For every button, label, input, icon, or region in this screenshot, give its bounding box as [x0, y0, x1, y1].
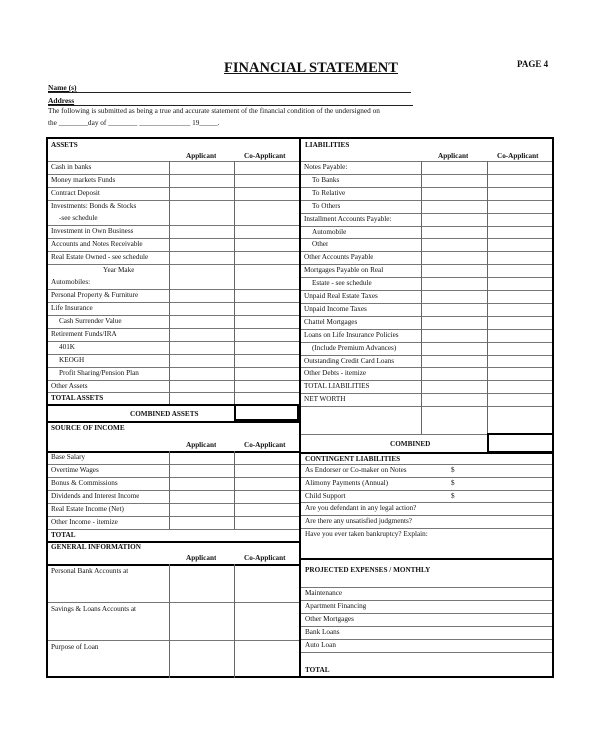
- asset-row-label: Other Assets: [51, 382, 88, 390]
- assets-co-applicant-header: Co-Applicant: [244, 152, 286, 160]
- liability-row-label: To Relative: [312, 188, 346, 197]
- income-row-label: Real Estate Income (Net): [51, 505, 124, 513]
- liability-applicant-input[interactable]: [422, 303, 487, 316]
- document-title: FINANCIAL STATEMENT: [224, 60, 398, 76]
- liability-applicant-input[interactable]: [422, 264, 487, 277]
- row-divider: [301, 558, 552, 560]
- liabilities-co-applicant-header: Co-Applicant: [497, 152, 539, 160]
- liability-co-applicant-input[interactable]: [488, 213, 552, 226]
- liabilities-applicant-header: Applicant: [438, 152, 469, 160]
- income-applicant-input[interactable]: [170, 477, 234, 490]
- liabilities-heading: LIABILITIES: [305, 141, 350, 149]
- asset-row-label: KEOGH: [59, 356, 85, 364]
- asset-row-label: Automobiles:: [51, 278, 91, 286]
- asset-applicant-input[interactable]: [170, 341, 234, 354]
- asset-co-applicant-input[interactable]: [235, 367, 299, 380]
- liability-co-applicant-input[interactable]: [488, 342, 552, 355]
- row-divider: [301, 639, 552, 640]
- asset-row-label: Personal Property & Furniture: [51, 291, 139, 299]
- row-divider: [301, 600, 552, 601]
- currency-symbol: $: [451, 491, 455, 500]
- asset-co-applicant-input[interactable]: [235, 341, 299, 354]
- row-divider: [301, 406, 552, 407]
- income-co-applicant-input[interactable]: [235, 516, 299, 529]
- row-divider: [48, 421, 299, 423]
- page-number: PAGE 4: [517, 59, 549, 69]
- general-applicant-input[interactable]: [170, 602, 234, 640]
- column-divider: [299, 137, 301, 678]
- column-divider: [234, 161, 235, 404]
- asset-co-applicant-input[interactable]: [235, 251, 299, 264]
- asset-co-applicant-input[interactable]: [235, 315, 299, 328]
- column-divider: [421, 161, 422, 434]
- income-applicant-input[interactable]: [170, 516, 234, 529]
- liability-applicant-input[interactable]: [422, 355, 487, 368]
- asset-applicant-input[interactable]: [170, 354, 234, 367]
- asset-applicant-input[interactable]: [170, 174, 234, 187]
- liability-co-applicant-input[interactable]: [488, 238, 552, 251]
- liability-co-applicant-input[interactable]: [488, 367, 552, 380]
- general-co-applicant-input[interactable]: [235, 564, 299, 602]
- liability-row-label: Estate - see schedule: [312, 279, 372, 288]
- asset-row-label: Contract Deposit: [51, 189, 100, 197]
- expense-row-label: Maintenance: [305, 589, 343, 597]
- income-total-label: TOTAL: [51, 531, 76, 539]
- row-divider: [301, 502, 552, 503]
- liability-applicant-input[interactable]: [422, 329, 487, 342]
- asset-row-label: Real Estate Owned - see schedule: [51, 253, 149, 261]
- liability-applicant-input[interactable]: [422, 161, 487, 174]
- income-applicant-input[interactable]: [170, 503, 234, 516]
- contingent-row-label: Are you defendant in any legal action?: [305, 504, 417, 513]
- liability-applicant-input[interactable]: [422, 238, 487, 251]
- contingent-row-label: Child Support: [305, 491, 346, 500]
- column-divider: [234, 564, 235, 678]
- liability-row-label: To Banks: [312, 175, 340, 184]
- liability-applicant-input[interactable]: [422, 342, 487, 355]
- general-info-row-label: Savings & Loans Accounts at: [51, 605, 137, 613]
- asset-row-label: Retirement Funds/IRA: [51, 330, 117, 338]
- liability-row-label: TOTAL LIABILITIES: [304, 382, 370, 391]
- liability-applicant-input[interactable]: [422, 174, 487, 187]
- liability-row-label: Other Debts - itemize: [304, 369, 367, 378]
- total-assets-co-applicant-input[interactable]: [235, 392, 299, 404]
- asset-applicant-input[interactable]: [170, 328, 234, 341]
- contingent-row-label: Alimony Payments (Annual): [305, 478, 389, 487]
- liability-co-applicant-input[interactable]: [488, 355, 552, 368]
- liability-applicant-input[interactable]: [422, 200, 487, 213]
- row-divider: [48, 529, 299, 530]
- liability-row-label: Other Accounts Payable: [304, 253, 374, 262]
- liability-co-applicant-input[interactable]: [488, 329, 552, 342]
- liability-row-label: Notes Payable:: [304, 163, 348, 171]
- liability-row-label: Mortgages Payable on Real: [304, 266, 384, 275]
- asset-applicant-input[interactable]: [170, 315, 234, 328]
- liability-applicant-input[interactable]: [422, 380, 487, 393]
- liability-co-applicant-input[interactable]: [488, 277, 552, 290]
- expenses-heading: PROJECTED EXPENSES / MONTHLY: [305, 566, 431, 574]
- general-info-row-label: Personal Bank Accounts at: [51, 567, 129, 575]
- assets-applicant-header: Applicant: [186, 152, 217, 160]
- asset-applicant-input[interactable]: [170, 380, 234, 392]
- asset-row-label: Cash in banks: [51, 163, 92, 171]
- total-assets-label: TOTAL ASSETS: [51, 394, 104, 402]
- asset-row-label: Cash Surrender Value: [59, 317, 122, 325]
- contingent-heading: CONTINGENT LIABILITIES: [305, 455, 401, 463]
- general-co-applicant-input[interactable]: [235, 602, 299, 640]
- liability-applicant-input[interactable]: [422, 277, 487, 290]
- liability-applicant-input[interactable]: [422, 213, 487, 226]
- asset-applicant-input[interactable]: [170, 367, 234, 380]
- asset-co-applicant-input[interactable]: [235, 354, 299, 367]
- expense-row-label: Bank Loans: [305, 628, 340, 636]
- liability-applicant-input[interactable]: [422, 187, 487, 200]
- liability-row-label: Loans on Life Insurance Policies: [304, 330, 399, 339]
- asset-applicant-input[interactable]: [170, 238, 234, 251]
- liability-applicant-input[interactable]: [422, 290, 487, 303]
- liability-co-applicant-input[interactable]: [488, 251, 552, 264]
- combined-liabilities-input[interactable]: [487, 433, 554, 453]
- liability-row-label: (Include Premium Advances): [312, 343, 397, 352]
- asset-row-label: Year Make: [103, 266, 135, 274]
- expense-row-label: Auto Loan: [305, 641, 336, 649]
- income-row-label: Bonus & Commissions: [51, 479, 118, 487]
- bankruptcy-explain-input[interactable]: [301, 528, 552, 558]
- intro-statement: The following is submitted as being a true and accurate statement of the financial condition of the undersigned on: [48, 106, 380, 115]
- income-applicant-input[interactable]: [170, 451, 234, 464]
- asset-applicant-input[interactable]: [170, 289, 234, 302]
- general-applicant-header: Applicant: [186, 554, 217, 562]
- column-divider: [169, 564, 170, 678]
- asset-co-applicant-input[interactable]: [235, 200, 299, 225]
- currency-symbol: $: [451, 478, 455, 487]
- expense-row-label: Other Mortgages: [305, 615, 354, 623]
- asset-row-label: Money markets Funds: [51, 176, 116, 184]
- total-assets-applicant-input[interactable]: [170, 392, 234, 404]
- asset-row-label: 401K: [59, 343, 75, 351]
- liability-row-label: Unpaid Real Estate Taxes: [304, 292, 378, 300]
- asset-row-label: -see schedule: [59, 214, 98, 222]
- liability-applicant-input[interactable]: [422, 393, 487, 406]
- income-co-applicant-input[interactable]: [235, 464, 299, 477]
- general-info-heading: GENERAL INFORMATION: [51, 543, 141, 551]
- combined-assets-input[interactable]: [234, 404, 299, 421]
- general-co-applicant-input[interactable]: [235, 640, 299, 678]
- liability-applicant-input[interactable]: [422, 367, 487, 380]
- column-divider: [234, 451, 235, 529]
- general-co-applicant-header: Co-Applicant: [244, 554, 286, 562]
- liability-applicant-input[interactable]: [422, 226, 487, 239]
- name-label: Name (s): [48, 83, 77, 92]
- income-row-label: Dividends and Interest Income: [51, 492, 140, 500]
- income-heading: SOURCE OF INCOME: [51, 424, 125, 432]
- liability-co-applicant-input[interactable]: [488, 226, 552, 239]
- row-divider: [301, 515, 552, 516]
- income-co-applicant-input[interactable]: [235, 490, 299, 503]
- date-line: the ________day of ________ ______________ 19_____.: [48, 118, 220, 127]
- row-divider: [301, 587, 552, 588]
- general-info-row-label: Purpose of Loan: [51, 643, 99, 651]
- asset-applicant-input[interactable]: [170, 264, 234, 289]
- asset-applicant-input[interactable]: [170, 225, 234, 238]
- income-applicant-header: Applicant: [186, 441, 217, 449]
- asset-co-applicant-input[interactable]: [235, 187, 299, 200]
- column-divider: [169, 451, 170, 529]
- contingent-row-label: Have you ever taken bankruptcy? Explain:: [305, 530, 428, 538]
- row-divider: [301, 613, 552, 614]
- asset-applicant-input[interactable]: [170, 200, 234, 225]
- asset-co-applicant-input[interactable]: [235, 380, 299, 392]
- liability-row-label: Installment Accounts Payable:: [304, 214, 392, 223]
- liability-applicant-input[interactable]: [422, 251, 487, 264]
- liability-co-applicant-input[interactable]: [488, 200, 552, 213]
- liability-co-applicant-input[interactable]: [488, 187, 552, 200]
- asset-row-label: Investment in Own Business: [51, 227, 134, 235]
- liability-row-label: Other: [312, 240, 329, 249]
- asset-co-applicant-input[interactable]: [235, 174, 299, 187]
- asset-co-applicant-input[interactable]: [235, 264, 299, 289]
- asset-applicant-input[interactable]: [170, 251, 234, 264]
- row-divider: [301, 652, 552, 653]
- income-applicant-input[interactable]: [170, 464, 234, 477]
- asset-co-applicant-input[interactable]: [235, 238, 299, 251]
- income-applicant-input[interactable]: [170, 490, 234, 503]
- asset-co-applicant-input[interactable]: [235, 302, 299, 315]
- currency-symbol: $: [451, 466, 455, 474]
- asset-row-label: Accounts and Notes Receivable: [51, 240, 143, 248]
- asset-co-applicant-input[interactable]: [235, 289, 299, 302]
- column-divider: [487, 161, 488, 434]
- row-divider: [301, 464, 552, 465]
- income-row-label: Overtime Wages: [51, 466, 99, 474]
- assets-heading: ASSETS: [51, 141, 78, 149]
- address-label: Address: [48, 96, 75, 105]
- liability-row-label: Outstanding Credit Card Loans: [304, 356, 395, 365]
- name-field[interactable]: [48, 92, 411, 93]
- row-divider: [301, 626, 552, 627]
- liability-co-applicant-input[interactable]: [488, 264, 552, 277]
- asset-row-label: Investments: Bonds & Stocks: [51, 202, 137, 210]
- liability-co-applicant-input[interactable]: [488, 174, 552, 187]
- asset-applicant-input[interactable]: [170, 187, 234, 200]
- asset-row-label: Profit Sharing/Pension Plan: [59, 369, 139, 377]
- liability-co-applicant-input[interactable]: [488, 393, 552, 406]
- row-divider: [301, 452, 552, 454]
- combined-assets-label: COMBINED ASSETS: [130, 410, 199, 418]
- expense-row-label: Apartment Financing: [305, 602, 367, 610]
- liability-row-label: NET WORTH: [304, 395, 346, 404]
- row-divider: [301, 477, 552, 478]
- column-divider: [169, 161, 170, 404]
- liability-co-applicant-input[interactable]: [488, 316, 552, 329]
- general-applicant-input[interactable]: [170, 640, 234, 678]
- general-applicant-input[interactable]: [170, 564, 234, 602]
- liability-row-label: To Others: [312, 201, 341, 210]
- liability-co-applicant-input[interactable]: [488, 290, 552, 303]
- asset-applicant-input[interactable]: [170, 302, 234, 315]
- liability-co-applicant-input[interactable]: [488, 161, 552, 174]
- liability-co-applicant-input[interactable]: [488, 380, 552, 393]
- combined-liabilities-label: COMBINED: [390, 440, 431, 448]
- income-co-applicant-input[interactable]: [235, 503, 299, 516]
- asset-co-applicant-input[interactable]: [235, 328, 299, 341]
- liability-row-label: Unpaid Income Taxes: [304, 304, 367, 313]
- liability-co-applicant-input[interactable]: [488, 303, 552, 316]
- asset-co-applicant-input[interactable]: [235, 161, 299, 174]
- liability-applicant-input[interactable]: [422, 316, 487, 329]
- income-co-applicant-input[interactable]: [235, 451, 299, 464]
- contingent-row-label: Are there any unsatisfied judgments?: [305, 517, 412, 526]
- asset-row-label: Life Insurance: [51, 304, 93, 312]
- asset-co-applicant-input[interactable]: [235, 225, 299, 238]
- income-co-applicant-input[interactable]: [235, 477, 299, 490]
- liability-row-label: Automobile: [312, 227, 347, 236]
- contingent-row-label: As Endorser or Co-maker on Notes: [305, 466, 407, 474]
- expenses-total-label: TOTAL: [305, 666, 330, 674]
- asset-applicant-input[interactable]: [170, 161, 234, 174]
- row-divider: [301, 490, 552, 491]
- income-row-label: Other Income - itemize: [51, 518, 118, 526]
- income-row-label: Base Salary: [51, 453, 86, 461]
- income-co-applicant-header: Co-Applicant: [244, 441, 286, 449]
- liability-row-label: Chattel Mortgages: [304, 317, 358, 326]
